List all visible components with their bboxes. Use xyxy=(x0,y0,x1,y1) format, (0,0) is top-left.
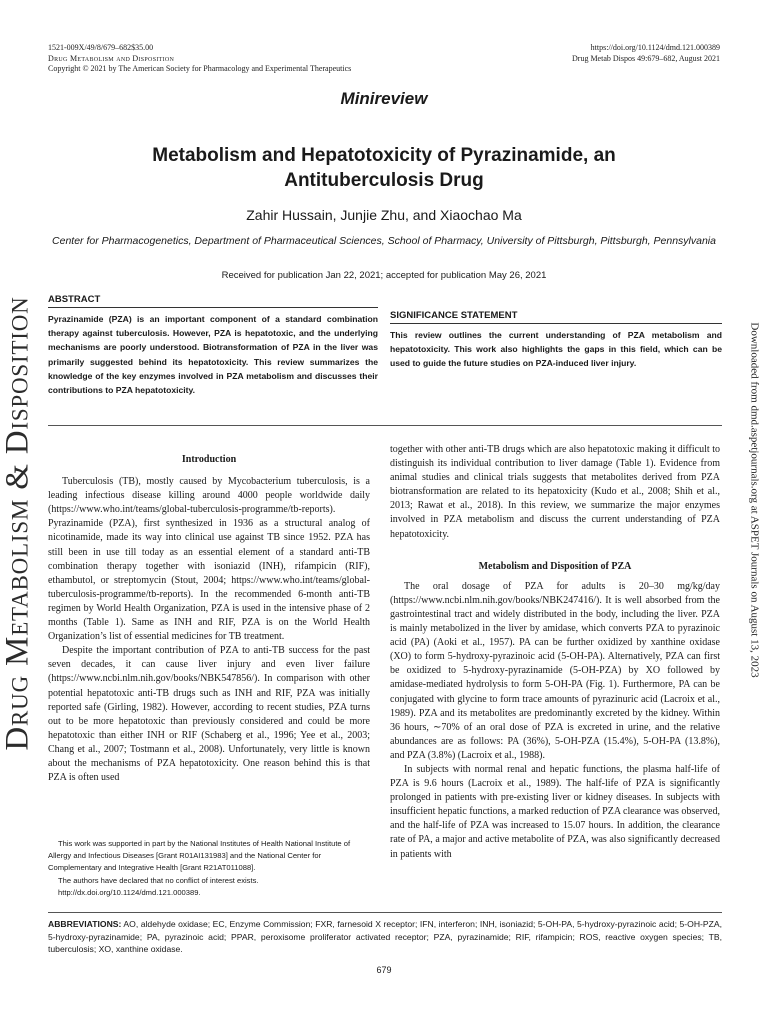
metabolism-paragraph-2: In subjects with normal renal and hepatic functions, the plasma half-life of PZA is 9.6 hours (Lacroix et al., 1989). The half-life of PZA is significantly prolonged in patients with pre-existing liver or kidney diseases. In subjects with insufficient hepatic functions, a marked reduction of PZA clearance was observed, and the half-life of PZA was increased to 15.07 hours. In addition, the clearance rate of PA, a major and active metabolite of PZA, was also significantly decreased in patients with xyxy=(390,763,720,860)
significance-text: This review outlines the current understanding of PZA metabolism and hepatotoxicity. This work also highlights the gaps in this field, which can be used to guide the future studies on PZA-induced liver injury. xyxy=(390,330,722,369)
download-note xyxy=(742,300,768,700)
significance-box xyxy=(390,310,722,371)
footnote-funding: This work was supported in part by the National Institutes of Health National Institute of Allergy and Infectious Diseases [Grant R01AI131983] and the National Center for Complementary and Integrative Health [Grant R21AT011088]. xyxy=(48,839,351,873)
abstract-box xyxy=(48,294,378,397)
abbreviations-label: ABBREVIATIONS: xyxy=(48,919,122,929)
introduction-paragraph-1: Tuberculosis (TB), mostly caused by Mycobacterium tuberculosis, is a leading infectious disease killing around 4000 people worldwide daily (https://www.who.int/teams/global-tuberculosis-programme/tb-reports). Pyrazinamide (PZA), first synthesized in 1936 as a structural analog of nicotinamide, made its way into clinical use against TB since 1952. PZA has still been in use till today as an essential element of a standard anti-TB combination therapy together with isoniazid (INH), rifampicin (RIF), ethambutol, or streptomycin (Stout, 2004; https://www.who.int/teams/global-tuberculosis-programme/tb-reports). In the recommended 6-month anti-TB regimen by World Health Organization, PZA is used in the intensive phase of 2 months (Table 1). Same as INH and RIF, PZA is on the World Health Organization’s list of essential medicines for TB treatment. xyxy=(48,476,370,643)
abbreviations-divider xyxy=(48,912,722,913)
header-copyright: Copyright © 2021 by The American Society for Pharmacology and Experimental Therapeutics xyxy=(48,64,352,73)
header-right xyxy=(572,43,720,64)
journal-spine-text: Drug Metabolism & Disposition xyxy=(0,295,36,751)
footnote-doi[interactable]: http://dx.doi.org/10.1124/dmd.121.000389. xyxy=(58,887,201,897)
right-column xyxy=(390,443,720,862)
page-number: 679 xyxy=(376,965,392,975)
header-journal: Drug Metabolism and Disposition xyxy=(48,53,175,63)
header-doi[interactable]: https://doi.org/10.1124/dmd.121.000389 xyxy=(590,43,720,52)
introduction-paragraph-2: Despite the important contribution of PZA to anti-TB success for the past seven decades, it can cause liver injury and even liver failure (https://www.ncbi.nlm.nih.gov/books/NBK547856/). In comparison with other potential hepatotoxic anti-TB drugs such as INH and RIF, PZA was initially reported safe (Girling, 1982). However, according to recent studies, PZA turns out to be more hepatotoxic than previously considered and could be more hepatotoxic than either INH or RIF (Schaberg et al., 1996; Yee et al., 2003; Chang et al., 2007; Tostmann et al., 2008). Unfortunately, very little is known about the mechanisms of PZA hepatotoxicity. One reason behind this is that PZA is often used xyxy=(48,645,370,784)
header-issn: 1521-009X/49/8/679–682$35.00 xyxy=(48,43,154,52)
header-citation: Drug Metab Dispos 49:679–682, August 2021 xyxy=(572,53,720,63)
abbreviations-text: AO, aldehyde oxidase; EC, Enzyme Commission; FXR, farnesoid X receptor; IFN, interferon; INH, isoniazid; 5-OH-PA, 5-hydroxy-pyrazinoic acid; 5-OH-PZA, 5-hydroxy-pyrazinamide; PA, pyrazinoic acid; PPAR, peroxisome proliferator activated receptor; PZA, pyrazinamide; RIF, rifampicin; ROS, reactive oxygen species; TB, tuberculosis; XO, xanthine oxidase. xyxy=(48,919,722,954)
left-column xyxy=(48,453,370,785)
article-type: Minireview xyxy=(340,89,428,108)
header-left xyxy=(48,43,351,75)
footnote xyxy=(48,838,368,899)
metabolism-heading: Metabolism and Disposition of PZA xyxy=(478,560,632,572)
article-title: Metabolism and Hepatotoxicity of Pyrazinamide, an Antituberculosis Drug xyxy=(152,145,616,191)
metabolism-paragraph-1: The oral dosage of PZA for adults is 20–30 mg/kg/day (https://www.ncbi.nlm.nih.gov/books/NBK247416/). It is well absorbed from the gastrointestinal tract and widely distributed in the body, including the liver. PZA is mainly metabolized in the liver by amidase, which converts PZA to pyrazinoic acid (PA) (Aoki et al., 1957). PA can be further oxidized by xanthine oxidase (XO) to form 5-hydroxy-pyrazinoic acid (5-OH-PA). Alternatively, PZA can first be oxidized to 5-hydroxy-pyrazinamide (5-OH-PZA) by XO followed by amidase-mediated hydrolysis to form 5-OH-PA (Fig. 1). Furthermore, PA can be conjugated with glycine to form trace amounts of pyrazinuric acid (Lacroix et al., 1989). PZA and its metabolites are predominantly excreted by the kidney. Within 36 hours, ∼70% of an oral dose of PZA is excreted in urine, and the relative abundances are as follows: PA (36%), 5-OH-PZA (15.4%), 5-OH-PA (13.8%), and PZA (3.8%) (Lacroix et al., 1988). xyxy=(390,580,720,761)
received-date: Received for publication Jan 22, 2021; accepted for publication May 26, 2021 xyxy=(221,270,547,281)
section-divider xyxy=(48,425,722,426)
introduction-heading: Introduction xyxy=(181,454,237,465)
affiliation: Center for Pharmacogenetics, Department of Pharmaceutical Sciences, School of Pharmacy, University of Pittsburgh, Pittsburgh, Pennsylvania xyxy=(52,235,716,247)
abstract-text: Pyrazinamide (PZA) is an important component of a standard combination therapy against tuberculosis. However, PZA is hepatotoxic, and the underlying mechanisms are poorly understood. Biotransformation of PZA in the liver was primarily suggested behind its hepatotoxicity. This review summarizes the knowledge of the key enzymes involved in PZA metabolism and discusses their contributions to PZA hepatotoxicity. xyxy=(48,314,378,396)
significance-heading: SIGNIFICANCE STATEMENT xyxy=(390,310,722,324)
footnote-conflict: The authors have declared that no conflict of interest exists. xyxy=(58,875,259,885)
authors: Zahir Hussain, Junjie Zhu, and Xiaochao Ma xyxy=(246,207,522,223)
download-note-text: Downloaded from dmd.aspetjournals.org at ASPET Journals on August 13, 2023 xyxy=(749,322,761,678)
introduction-paragraph-3: together with other anti-TB drugs which are also hepatotoxic making it difficult to distinguish its individual contribution to liver damage (Table 1). Evidence from animal studies and clinical trials suggests that metabolites derived from PZA biotransformation are related to its hepatoxicity (Kudo et al., 2008; Shih et al., 2013; Rawat et al., 2018). In this review, we summarize the major enzymes involved in PZA metabolism and discuss the current understanding of PZA hepatotoxicity. xyxy=(390,444,720,540)
abstract-heading: ABSTRACT xyxy=(48,294,378,308)
abbreviations xyxy=(48,918,722,956)
